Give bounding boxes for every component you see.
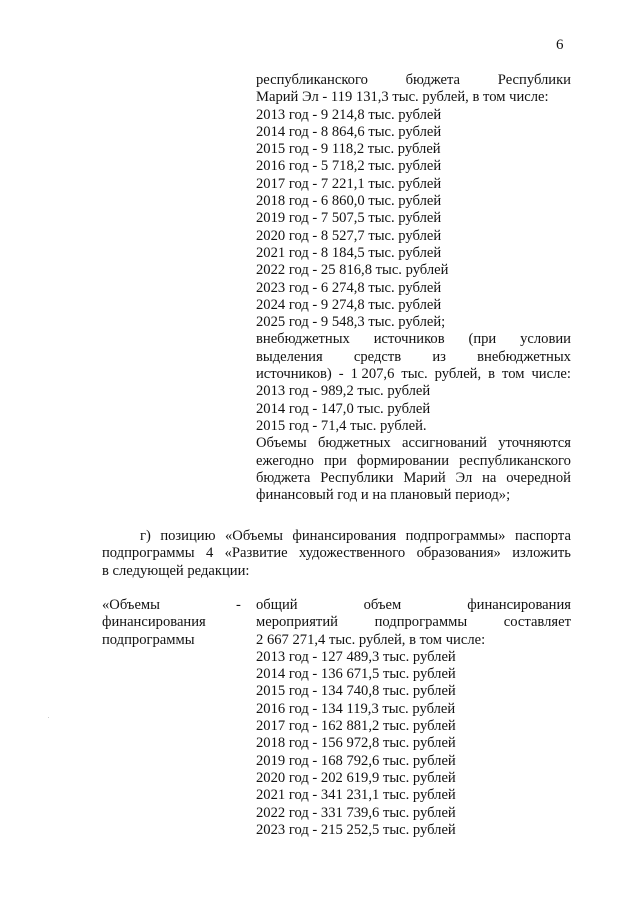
- year-line: 2014 год - 8 864,6 тыс. рублей: [256, 123, 442, 140]
- budget-years-list: [256, 107, 571, 332]
- label-line: финансирования: [102, 614, 206, 631]
- budget-line-1: республиканского бюджета Республики: [256, 72, 571, 88]
- year-line: 2020 год - 8 527,7 тыс. рублей: [256, 227, 442, 244]
- label-line: «Объемы: [102, 597, 160, 613]
- year-line: 2016 год - 134 119,3 тыс. рублей: [256, 700, 456, 717]
- position-label: [102, 597, 252, 649]
- year-line: 2017 год - 7 221,1 тыс. рублей: [256, 175, 442, 192]
- year-line: 2015 год - 9 118,2 тыс. рублей: [256, 141, 441, 158]
- year-line: 2017 год - 162 881,2 тыс. рублей: [256, 718, 456, 735]
- total-amount-line: 2 667 271,4 тыс. рублей, в том числе:: [256, 631, 486, 648]
- scan-speck: [48, 717, 49, 718]
- year-line: 2022 год - 25 816,8 тыс. рублей: [256, 262, 449, 279]
- year-line: 2023 год - 215 252,5 тыс. рублей: [256, 821, 456, 838]
- note-line-1: Объемы бюджетных ассигнований уточняются: [256, 435, 571, 452]
- funding-block-new: [256, 597, 571, 839]
- year-line: 2024 год - 9 274,8 тыс. рублей: [256, 296, 442, 313]
- extrabudget-line-1: внебюджетных источников (при условии: [256, 331, 571, 348]
- note-line-4: финансовый год и на плановый период»;: [256, 487, 511, 504]
- amendment-paragraph: [102, 528, 571, 580]
- note-line-3: бюджета Республики Марий Эл на очередной: [256, 469, 571, 486]
- year-line: 2023 год - 6 274,8 тыс. рублей: [256, 279, 442, 296]
- year-line: 2016 год - 5 718,2 тыс. рублей: [256, 158, 442, 175]
- year-line: 2013 год - 989,2 тыс. рублей: [256, 383, 431, 400]
- paragraph-line-1: г) позицию «Объемы финансирования подпрограммы» паспорта: [140, 528, 571, 544]
- note-line-2: ежегодно при формировании республиканского: [256, 452, 571, 469]
- paragraph-line-2: подпрограммы 4 «Развитие художественного образования» изложить: [102, 545, 571, 562]
- year-line: 2013 год - 9 214,8 тыс. рублей: [256, 106, 442, 123]
- funding-block-continued: [256, 72, 571, 504]
- total-line-1: общий объем финансирования: [256, 597, 571, 613]
- page-number: 6: [556, 37, 564, 53]
- year-line: 2014 год - 147,0 тыс. рублей: [256, 400, 431, 417]
- year-line: 2015 год - 134 740,8 тыс. рублей: [256, 683, 456, 700]
- year-line: 2020 год - 202 619,9 тыс. рублей: [256, 769, 456, 786]
- label-dash: -: [236, 597, 241, 613]
- year-line: 2015 год - 71,4 тыс. рублей.: [256, 417, 427, 434]
- total-line-2: мероприятий подпрограммы составляет: [256, 614, 571, 631]
- year-line: 2021 год - 8 184,5 тыс. рублей: [256, 244, 442, 261]
- year-line: 2025 год - 9 548,3 тыс. рублей;: [256, 314, 446, 331]
- label-line: подпрограммы: [102, 631, 195, 648]
- new-years-list: [256, 649, 571, 839]
- extrabudget-years-list: [256, 383, 571, 435]
- year-line: 2021 год - 341 231,1 тыс. рублей: [256, 787, 456, 804]
- year-line: 2019 год - 7 507,5 тыс. рублей: [256, 210, 442, 227]
- extrabudget-line-2: выделения средств из внебюджетных: [256, 348, 571, 365]
- year-line: 2014 год - 136 671,5 тыс. рублей: [256, 666, 456, 683]
- extrabudget-total-line: источников) - 1 207,6 тыс. рублей, в том числе:: [256, 366, 571, 383]
- paragraph-line-3: в следующей редакции:: [102, 562, 250, 579]
- year-line: 2018 год - 6 860,0 тыс. рублей: [256, 193, 442, 210]
- year-line: 2019 год - 168 792,6 тыс. рублей: [256, 752, 456, 769]
- year-line: 2013 год - 127 489,3 тыс. рублей: [256, 648, 456, 665]
- budget-total-line: Марий Эл - 119 131,3 тыс. рублей, в том числе:: [256, 89, 549, 106]
- year-line: 2018 год - 156 972,8 тыс. рублей: [256, 735, 456, 752]
- year-line: 2022 год - 331 739,6 тыс. рублей: [256, 804, 456, 821]
